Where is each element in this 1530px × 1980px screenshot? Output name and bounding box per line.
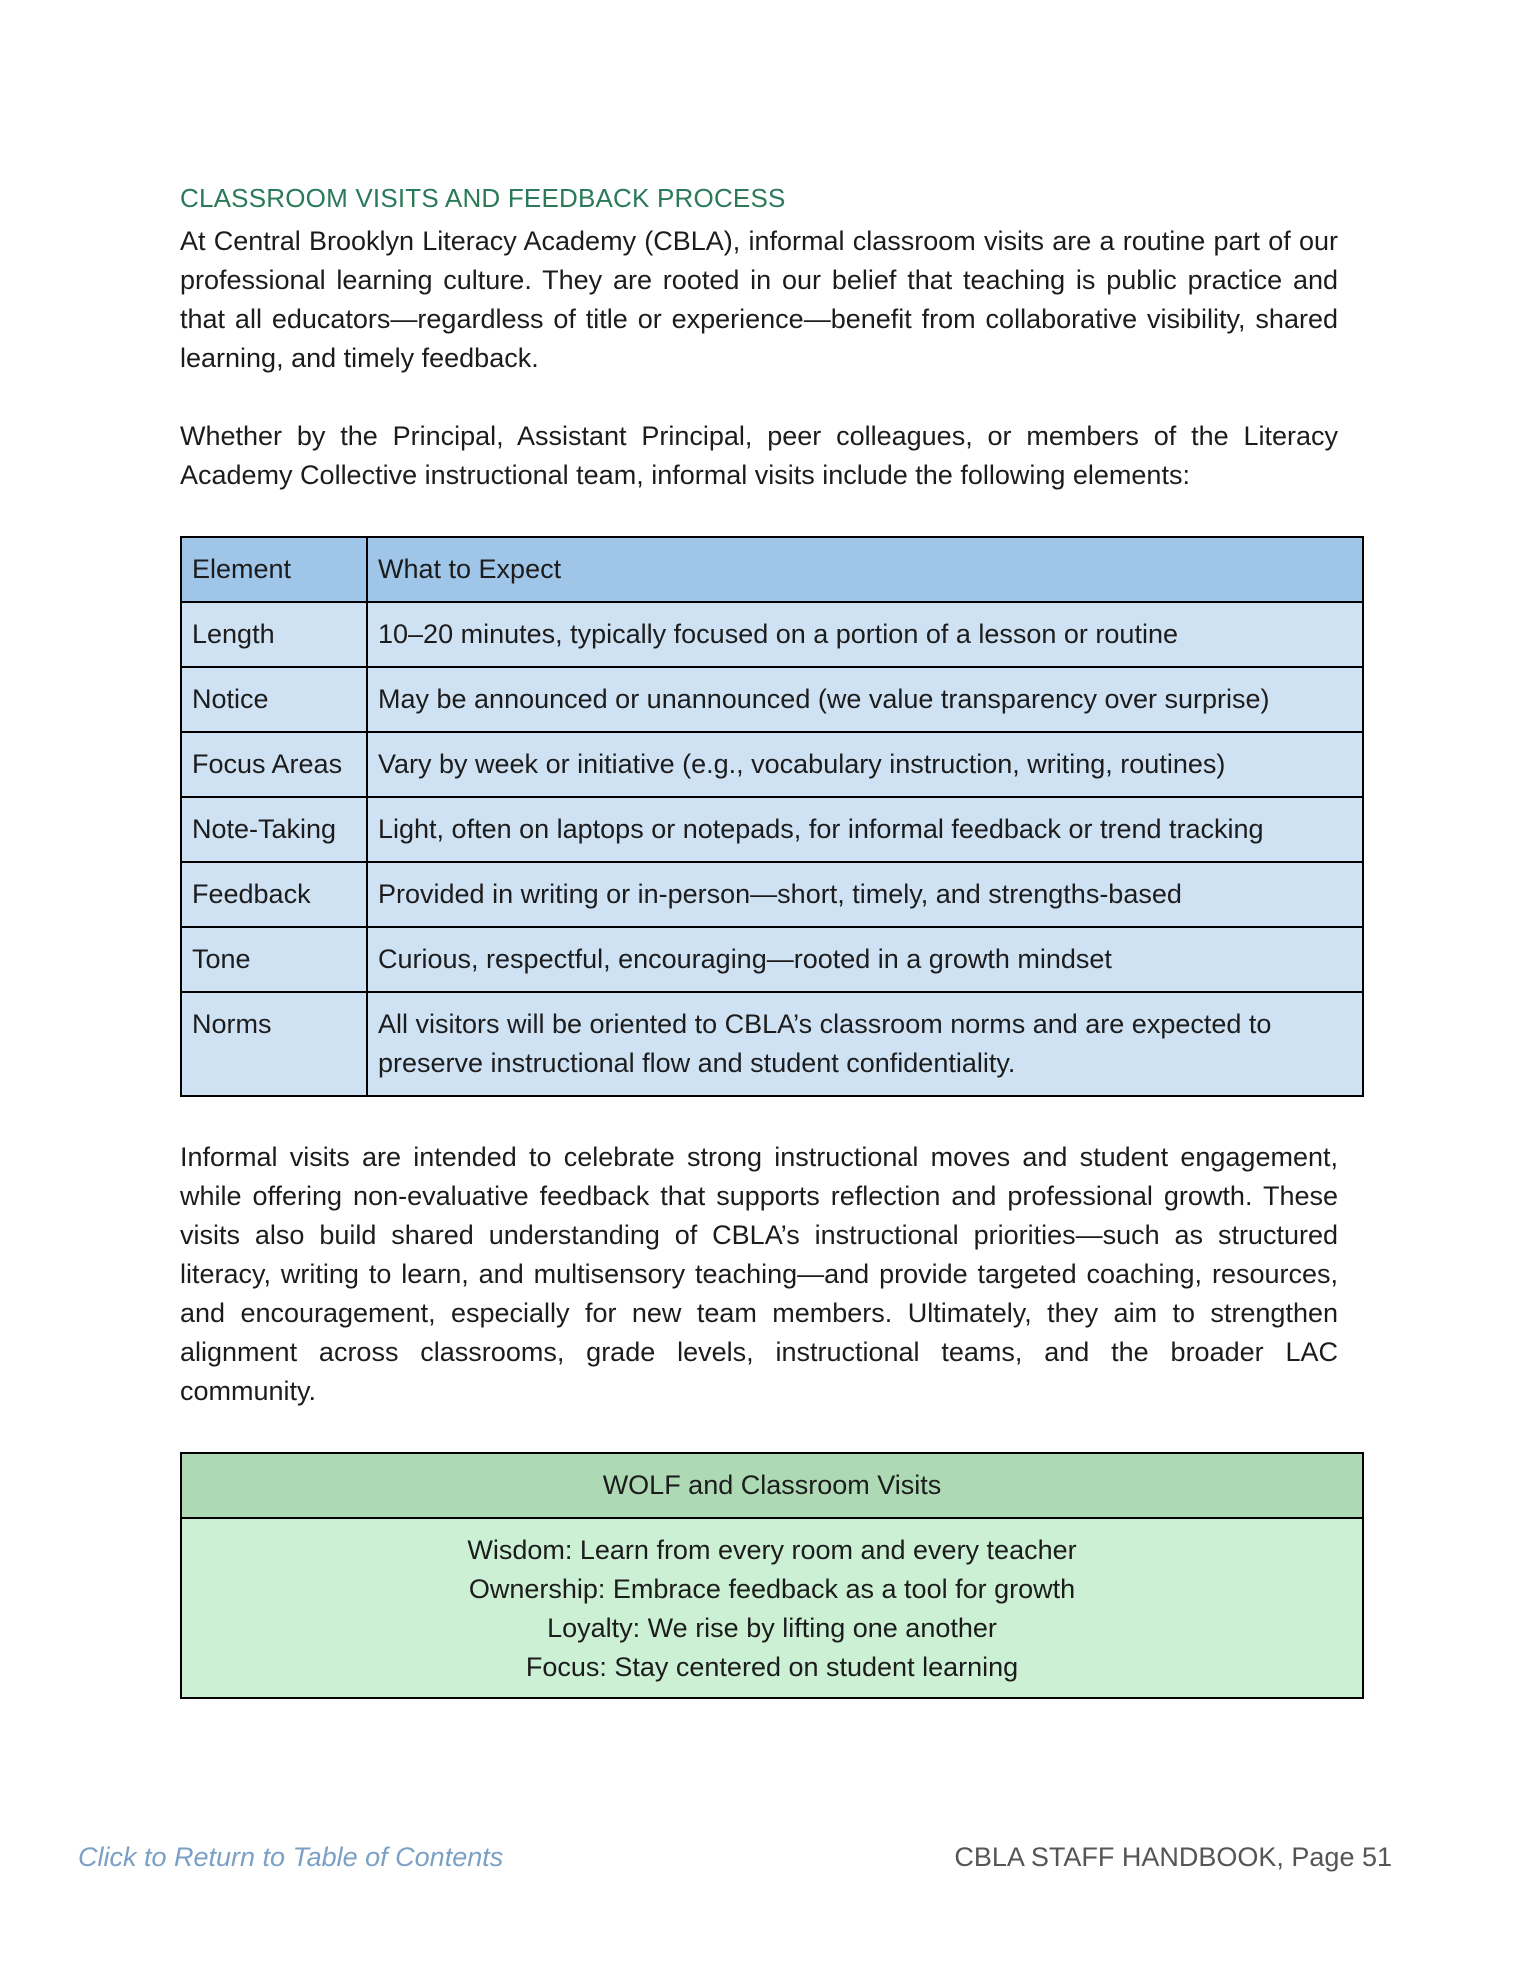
closing-paragraph: Informal visits are intended to celebrate strong instructional moves and student engagement, while offering non-evaluative feedback that supports reflection and professional growth. These visits also build shared understanding of CBLA’s instructional priorities—such as structured literacy, writing to learn, and multisensory teaching—and provide targeted coaching, resources, and encouragement, especially for new team members. Ultimately, they aim to strengthen alignment across classrooms, grade levels, instructional teams, and the broader LAC community.: [180, 1142, 1338, 1406]
wolf-line-loyalty: Loyalty: We rise by lifting one another: [547, 1613, 997, 1643]
table-row: [181, 667, 1363, 732]
wolf-line-ownership: Ownership: Embrace feedback as a tool for growth: [468, 1574, 1076, 1604]
wolf-body-row: [181, 1518, 1363, 1698]
second-paragraph: Whether by the Principal, Assistant Principal, peer colleagues, or members of the Literacy Academy Collective instructional team, informal visits include the following elements:: [180, 421, 1338, 490]
row-element: Focus Areas: [181, 732, 367, 797]
table-row: [181, 927, 1363, 992]
table-row: [181, 732, 1363, 797]
header-element: Element: [181, 537, 367, 602]
wolf-line-focus: Focus: Stay centered on student learning: [525, 1652, 1019, 1682]
row-element: Note-Taking: [181, 797, 367, 862]
row-element: Notice: [181, 667, 367, 732]
section-heading: CLASSROOM VISITS AND FEEDBACK PROCESS: [180, 183, 786, 213]
wolf-line-wisdom: Wisdom: Learn from every room and every teacher: [467, 1535, 1077, 1565]
row-expectation: Curious, respectful, encouraging—rooted in a growth mindset: [367, 927, 1363, 992]
row-element: Tone: [181, 927, 367, 992]
table-of-contents-link[interactable]: Click to Return to Table of Contents: [78, 1842, 504, 1872]
row-element: Norms: [181, 992, 367, 1096]
wolf-title: WOLF and Classroom Visits: [181, 1453, 1363, 1518]
intro-paragraph: At Central Brooklyn Literacy Academy (CBLA), informal classroom visits are a routine part of our professional learning culture. They are rooted in our belief that teaching is public practice and that all educators—regardless of title or experience—benefit from collaborative visibility, shared learning, and timely feedback.: [180, 226, 1338, 373]
wolf-body: [181, 1518, 1363, 1698]
table-header-row: [181, 537, 1363, 602]
paragraph-spacer: [180, 378, 1338, 417]
table-row: [181, 602, 1363, 667]
table-row: [181, 797, 1363, 862]
elements-table: [180, 536, 1364, 1097]
row-expectation: May be announced or unannounced (we value transparency over surprise): [367, 667, 1363, 732]
row-expectation: Provided in writing or in-person—short, timely, and strengths-based: [367, 862, 1363, 927]
row-expectation: All visitors will be oriented to CBLA’s classroom norms and are expected to preserve instructional flow and student confidentiality.: [367, 992, 1363, 1096]
page-footer-label: CBLA STAFF HANDBOOK, Page 51: [954, 1842, 1392, 1872]
header-what-to-expect: What to Expect: [367, 537, 1363, 602]
row-element: Length: [181, 602, 367, 667]
row-expectation: 10–20 minutes, typically focused on a portion of a lesson or routine: [367, 602, 1363, 667]
row-expectation: Light, often on laptops or notepads, for informal feedback or trend tracking: [367, 797, 1363, 862]
wolf-box: [180, 1452, 1364, 1699]
wolf-header-row: [181, 1453, 1363, 1518]
table-row: [181, 862, 1363, 927]
page-content: [180, 180, 1338, 1699]
row-expectation: Vary by week or initiative (e.g., vocabulary instruction, writing, routines): [367, 732, 1363, 797]
row-element: Feedback: [181, 862, 367, 927]
table-row: [181, 992, 1363, 1096]
